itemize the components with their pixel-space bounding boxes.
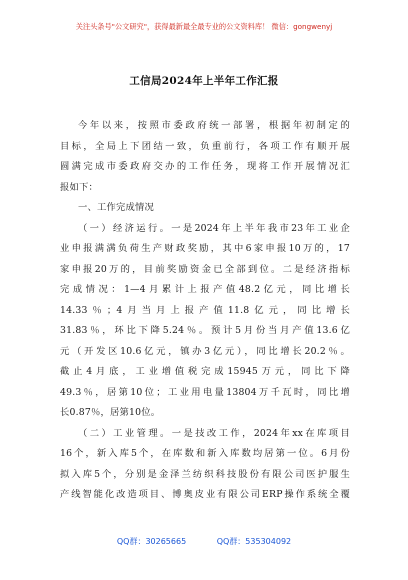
body-line: 今年以来，按照市委政府统一部署，根据年初制定的 [78, 120, 350, 131]
section-heading: 一、工作完成情况 [78, 202, 154, 213]
body-line: 拟入库5个，分别是金泽兰纺织科技股份有限公司医护服生 [60, 468, 350, 480]
qq-group-left: QQ群：30265665 [116, 537, 187, 546]
body-line: 元（开发区10.6亿元，镇办3亿元），同比增长20.2％。 [60, 345, 350, 357]
body-line: 业申报满满负荷生产财政奖励，其中6家申报10万的，17 [60, 243, 350, 254]
body-line: 目标，全局上下团结一致，负重前行，各项工作有顺开展 [60, 140, 350, 152]
body-line: （二）工业管理。一是技改工作，2024年xx在库项目 [78, 427, 350, 439]
body-line: 49.3％，居第10位；工业用电量13804万千瓦时，同比增 [60, 386, 350, 398]
header-banner: 关注头条号"公文研究"，获得最新最全最专业的公文资料库！ 微信：gongwenyj [75, 22, 333, 31]
body-line: 14.33％；4月当月上报产值11.8亿元，同比增长 [60, 304, 350, 316]
document-title: 工信局2024年上半年工作汇报 [129, 75, 279, 87]
body-line: （一）经济运行。一是2024年上半年我市23年工业企 [78, 222, 350, 234]
body-line: 圆满完成市委政府交办的工作任务，现将工作开展情况汇 [60, 161, 350, 172]
body-line: 报如下： [60, 181, 98, 193]
body-line: 31.83％，环比下降5.24％。预计5月份当月产值13.6亿 [60, 325, 350, 336]
body-line: 长0.87％，居第10位。 [60, 407, 161, 418]
body-line: 截止4月底，工业增值税完成15945万元，同比下降 [60, 366, 350, 377]
qq-group-right: QQ群：535304092 [216, 537, 292, 546]
body-line: 家申报20万的，目前奖励资金已全部到位。二是经济指标 [60, 263, 350, 275]
footer-contact [0, 536, 408, 547]
body-line: 16个，新入库5个，在库数和新入库数均居第一位。6月份 [60, 448, 350, 459]
body-line: 完成情况：1—4月累计上报产值48.2亿元，同比增长 [60, 284, 350, 295]
document-body [60, 116, 350, 506]
body-line: 产线智能化改造项目、博奥皮业有限公司ERP操作系统全覆 [60, 489, 350, 500]
